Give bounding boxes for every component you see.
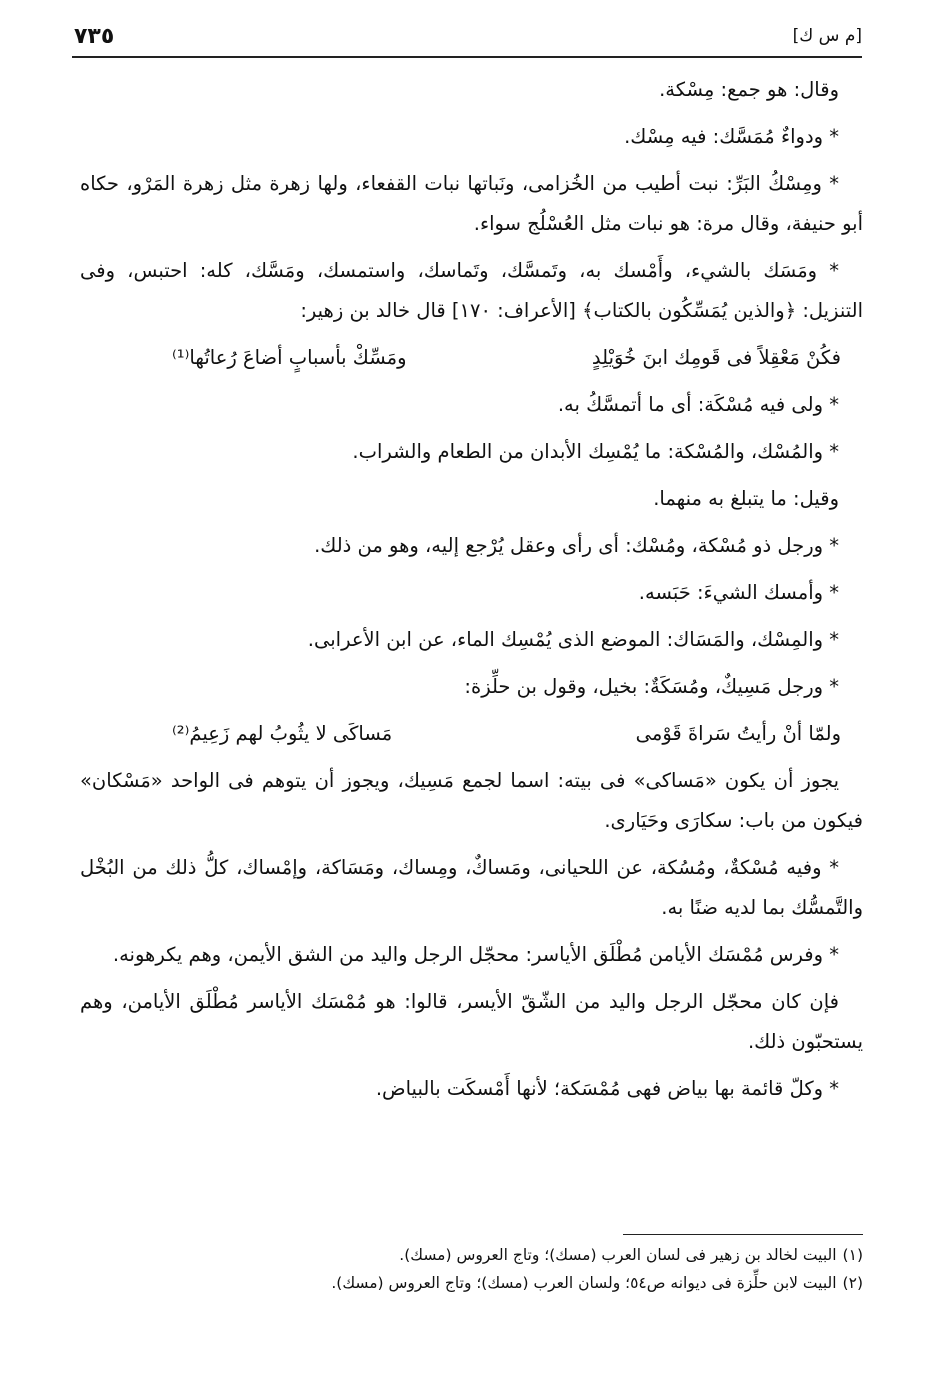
paragraph: * والمُسْك، والمُسْكة: ما يُمْسِك الأبدان من الطعام والشراب. [352, 440, 839, 463]
paragraph: فإن كان محجّل الرجل واليد من الشّقّ الأيسر، قالوا: هو مُمْسَك الأياسر مُطْلَق الأيامن، وهم يستحبّون ذلك. [80, 990, 863, 1053]
verse-second-hemistich: ومَسِّكْ بأسبابٍ أضاعَ رُعاتُها⁽¹⁾ [172, 346, 407, 369]
paragraph: * وفرس مُمْسَك الأيامن مُطْلَق الأياسر: محجّل الرجل واليد من الشق الأيمن، وهم يكرهونه. [112, 943, 839, 966]
footnote-number: (١) [842, 1246, 863, 1264]
paragraph: * ومِسْكُ البَرِّ: نبت أطيب من الخُزامى، ونَباتها نبات القفعاء، ولها زهرة مثل زهرة المَرْو، حكاه أبو حنيفة، وقال مرة: هو نبات مثل العُسْلُج سواء. [80, 172, 863, 235]
verse-line [80, 714, 863, 754]
running-head: [م س ك] [792, 26, 862, 46]
footnote [80, 1269, 863, 1297]
footnote-text: البيت لابن حلِّزة فى ديوانه ص٥٤؛ ولسان العرب (مسك)؛ وتاج العروس (مسك). [331, 1274, 837, 1292]
paragraph: * ودواءٌ مُمَسَّك: فيه مِسْك. [624, 125, 839, 148]
verse-second-hemistich: مَساكَى لا يثُوبُ لهم زَعِيمُ⁽²⁾ [172, 722, 393, 745]
paragraph: * وفيه مُسْكةٌ، ومُسُكة، عن اللحيانى، ومَساكٌ، ومِساك، ومَسَاكة، وإمْساك، كلُّ ذلك من البُخْل والتَّمسُّك بما لديه ضنًا به. [80, 856, 863, 919]
paragraph: * وكلّ قائمة بها بياض فهى مُمْسَكة؛ لأنها أَمْسكَت بالبياض. [375, 1077, 839, 1100]
paragraph: يجوز أن يكون «مَساكى» فى بيته: اسما لجمع مَسِيك، ويجوز أن يتوهم فى الواحد «مَسْكان» فيكون من باب: سكارَى وحَيَارى. [80, 769, 863, 832]
paragraph: * ورجل مَسِيكٌ، ومُسَكَةٌ: بخيل، وقول بن حلِّزة: [464, 675, 839, 698]
verse-line [80, 338, 863, 378]
verse-first-hemistich: ولمّا أنْ رأيتُ سَراةَ قَوْمى [635, 722, 841, 745]
footnote-divider [623, 1234, 863, 1235]
paragraph: * ومَسَك بالشيء، وأَمْسك به، وتَمسَّك، وتَماسك، واستمسك، ومَسَّك، كله: احتبس، وفى التنزيل: ﴿والذين يُمَسِّكُون بالكتاب﴾ [الأعراف: ١٧٠] قال خالد بن زهير: [80, 259, 863, 322]
paragraph: وقال: هو جمع: مِسْكة. [659, 78, 839, 101]
main-text [80, 70, 863, 1116]
paragraph: * ورجل ذو مُسْكة، ومُسْك: أى رأى وعقل يُرْجع إليه، وهو من ذلك. [314, 534, 839, 557]
paragraph: * والمِسْك، والمَسَاك: الموضع الذى يُمْسِك الماء، عن ابن الأعرابى. [307, 628, 839, 651]
page-header [72, 22, 862, 58]
page-number: ٧٣٥ [74, 24, 115, 49]
footnotes [80, 1234, 863, 1297]
footnote [80, 1241, 863, 1269]
paragraph: وقيل: ما يتبلغ به منهما. [653, 487, 839, 510]
footnote-number: (٢) [842, 1274, 863, 1292]
footnote-text: البيت لخالد بن زهير فى لسان العرب (مسك)؛ وتاج العروس (مسك). [399, 1246, 837, 1264]
paragraph: * وأمسك الشيءَ: حَبَسه. [638, 581, 839, 604]
verse-first-hemistich: فكُنْ مَعْقِلاً فى قَومِك ابنَ خُوَيْلِدٍ [591, 346, 841, 369]
paragraph: * ولى فيه مُسْكَة: أى ما أتمسَّكُ به. [557, 393, 839, 416]
